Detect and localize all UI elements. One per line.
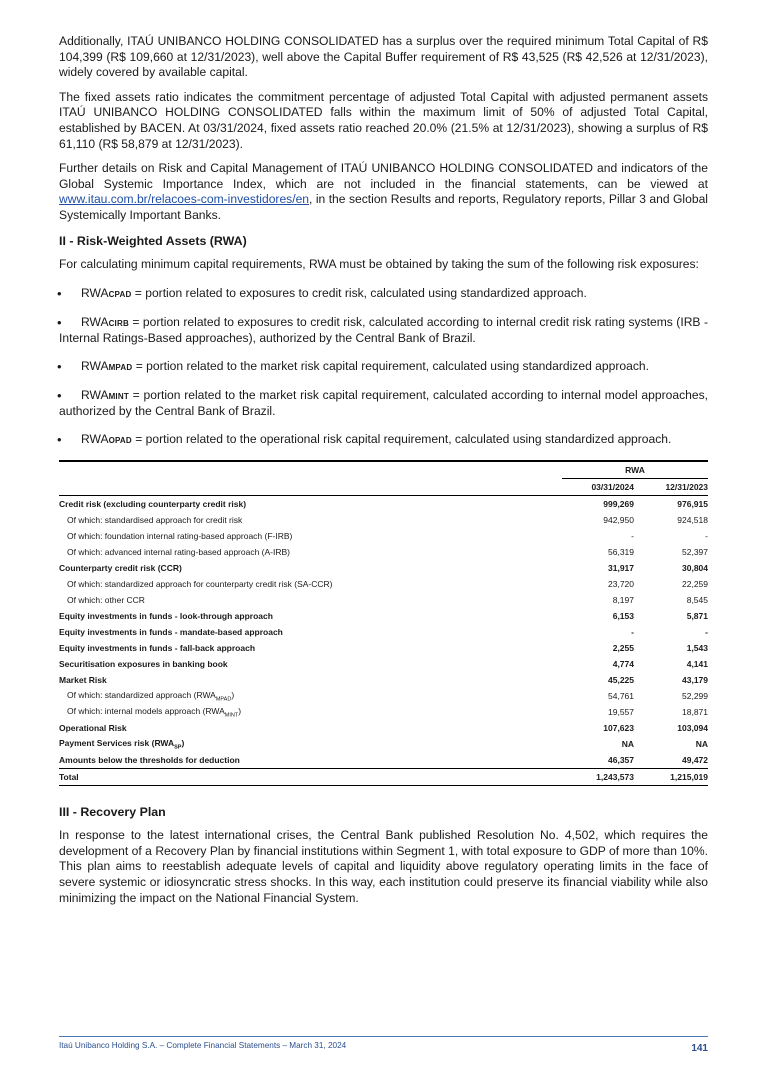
row-label-text: Of which: other CCR	[67, 595, 145, 606]
row-label-close: )	[238, 705, 242, 716]
value-2024: 56,319	[608, 547, 634, 558]
row-label	[59, 563, 562, 573]
row-label	[59, 595, 562, 605]
row-label	[59, 723, 562, 733]
rwa-symbol: RWA	[81, 314, 109, 329]
value-2023: 103,094	[677, 723, 708, 734]
value-2023: 18,871	[682, 707, 708, 718]
value-2023: -	[705, 531, 708, 542]
value-2023: 49,472	[682, 755, 708, 766]
value-2023: 52,299	[682, 691, 708, 702]
value-2023: 52,397	[682, 547, 708, 558]
rwa-intro-paragraph: For calculating minimum capital requirements, RWA must be obtained by taking the sum of the following risk exposures:	[59, 256, 699, 271]
row-label-text: Of which: standardized approach (RWA	[67, 689, 216, 700]
table-row	[59, 688, 708, 704]
rwa-bullet-text: = portion related to the operational risk capital requirement, calculated using standardized approach.	[131, 431, 672, 446]
table-row	[59, 608, 708, 624]
table-row	[59, 704, 708, 720]
row-label	[59, 643, 562, 653]
page-footer	[59, 1036, 708, 1054]
row-label-close: )	[231, 689, 235, 700]
row-label-text: Counterparty credit risk (CCR)	[59, 563, 182, 574]
table-row	[59, 528, 708, 544]
row-label	[59, 706, 562, 719]
value-2023: 976,915	[677, 499, 708, 510]
footer-text: Itaú Unibanco Holding S.A. – Complete Financial Statements – March 31, 2024	[59, 1041, 347, 1050]
column-header-2023: 12/31/2023	[665, 481, 708, 492]
table-row	[59, 560, 708, 576]
value-2024: 54,761	[608, 691, 634, 702]
row-label	[59, 547, 562, 557]
rwa-symbol: RWA	[81, 387, 109, 402]
row-label	[59, 515, 562, 525]
table-row	[59, 672, 708, 688]
row-label-text: Credit risk (excluding counterparty credit risk)	[59, 499, 247, 510]
value-2024: 999,269	[603, 499, 634, 510]
rwa-bullet-text: = portion related to exposures to credit risk, calculated using standardized approach.	[131, 286, 587, 301]
row-label	[59, 499, 562, 509]
value-2023: 43,179	[682, 675, 708, 686]
bullet-icon: •	[57, 387, 62, 403]
page-number: 141	[691, 1043, 708, 1054]
row-label-text: Of which: foundation internal rating-based approach (F-IRB)	[67, 531, 293, 542]
row-label-text: Operational Risk	[59, 723, 127, 734]
table-row	[59, 624, 708, 640]
rwa-bullet-text: = portion related to the market risk capital requirement, calculated using standardized approach.	[132, 358, 649, 373]
value-2024: 2,255	[612, 643, 634, 654]
row-label	[59, 627, 562, 637]
further-details-text: Further details on Risk and Capital Management of ITAÚ UNIBANCO HOLDING CONSOLIDATED and indicators of the Global Systemic Importance Index, which are not included in the financial statements, can be viewed at	[59, 161, 708, 191]
row-label-text: Equity investments in funds - mandate-based approach	[59, 627, 283, 638]
recovery-section-title: III - Recovery Plan	[59, 805, 166, 820]
value-2024: 46,357	[608, 755, 634, 766]
value-2023: 30,804	[682, 563, 708, 574]
total-2024: 1,243,573	[596, 772, 634, 783]
row-label-subscript: MINT	[224, 712, 239, 719]
table-row	[59, 736, 708, 752]
table-row	[59, 544, 708, 560]
value-2024: 6,153	[612, 611, 634, 622]
row-label-text: Of which: standardised approach for credit risk	[67, 515, 243, 526]
value-2024: 107,623	[603, 723, 634, 734]
row-label-text: Amounts below the thresholds for deduction	[59, 755, 240, 766]
row-label-text: Payment Services risk (RWA	[59, 737, 175, 748]
rwa-bullet-text: = portion related to exposures to credit risk, calculated according to internal credit risk rating systems (IRB - Internal Ratings-Based approaches), authorized by the Central Bank of Brazil.	[59, 314, 708, 346]
table-row	[59, 512, 708, 528]
row-label	[59, 659, 562, 669]
value-2023: 4,141	[686, 659, 708, 670]
table-group-header-row	[59, 462, 708, 478]
value-2024: 45,225	[608, 675, 634, 686]
row-label-subscript: SP	[174, 744, 182, 751]
row-label	[59, 675, 562, 685]
table-body	[59, 496, 708, 768]
rwa-symbol: RWA	[81, 286, 109, 301]
table-total-row	[59, 768, 708, 786]
table-row	[59, 576, 708, 592]
bullet-icon: •	[57, 286, 62, 302]
row-label	[59, 690, 562, 703]
table-row	[59, 592, 708, 608]
document-page	[59, 34, 708, 915]
further-details-text-end: , in the section Results and reports, Regulatory reports, Pillar 3 and Global Systemically Important Banks.	[59, 192, 708, 222]
rwa-subscript: OPAD	[108, 435, 132, 445]
table-row	[59, 496, 708, 512]
rwa-bullet-list	[59, 286, 708, 448]
investor-relations-link[interactable]: www.itau.com.br/relacoes-com-investidores/en	[59, 192, 310, 207]
table-row	[59, 640, 708, 656]
row-label-subscript: MPAD	[215, 696, 232, 703]
value-2024: 19,557	[608, 707, 634, 718]
value-2024: NA	[621, 739, 634, 750]
column-header-2024: 03/31/2024	[591, 481, 634, 492]
table-row	[59, 720, 708, 736]
further-details-paragraph	[59, 161, 708, 223]
value-2024: 31,917	[608, 563, 634, 574]
bullet-icon: •	[57, 358, 62, 374]
rwa-subscript: CPAD	[108, 290, 132, 300]
row-label	[59, 531, 562, 541]
rwa-bullet-text: = portion related to the market risk capital requirement, calculated according to internal model approaches, authorized by the Central Bank of Brazil.	[59, 387, 708, 419]
row-label-text: Equity investments in funds - look-through approach	[59, 611, 273, 622]
value-2024: -	[631, 627, 634, 638]
fixed-assets-paragraph: The fixed assets ratio indicates the commitment percentage of adjusted Total Capital with adjusted permanent assets ITAÚ UNIBANCO HOLDING CONSOLIDATED falls within the maximum limit of 50% of adjusted Total Capital, established by BACEN. At 03/31/2024, fixed assets ratio reached 20.0% (21.5% at 12/31/2023), showing a surplus of R$ 61,110 (R$ 58,879 at 12/31/2023).	[59, 89, 708, 151]
row-label-text: Of which: internal models approach (RWA	[67, 705, 225, 716]
rwa-bullet-item	[59, 388, 708, 420]
rwa-bullet-item	[59, 315, 708, 347]
bullet-icon: •	[57, 431, 62, 447]
value-2024: 4,774	[612, 659, 634, 670]
value-2024: 23,720	[608, 579, 634, 590]
value-2023: 5,871	[686, 611, 708, 622]
value-2023: 22,259	[682, 579, 708, 590]
row-label	[59, 755, 562, 765]
rwa-section-title: II - Risk-Weighted Assets (RWA)	[59, 233, 247, 248]
row-label-close: )	[181, 737, 185, 748]
table-row	[59, 752, 708, 768]
row-label-text: Of which: advanced internal rating-based approach (A-IRB)	[67, 547, 291, 558]
rwa-symbol: RWA	[81, 431, 109, 446]
value-2023: NA	[695, 739, 708, 750]
row-label-text: Market Risk	[59, 675, 107, 686]
total-2023: 1,215,019	[670, 772, 708, 783]
rwa-bullet-item	[59, 359, 708, 376]
bullet-icon: •	[57, 314, 62, 330]
value-2023: -	[705, 627, 708, 638]
table-column-header-row	[59, 478, 708, 496]
row-label-text: Of which: standardized approach for counterparty credit risk (SA-CCR)	[67, 579, 333, 590]
total-label: Total	[59, 772, 79, 783]
rwa-subscript: CIRB	[108, 318, 129, 328]
rwa-subscript: MPAD	[108, 362, 133, 372]
rwa-symbol: RWA	[81, 358, 109, 373]
rwa-group-header: RWA	[562, 462, 708, 479]
table-row	[59, 656, 708, 672]
capital-surplus-paragraph: Additionally, ITAÚ UNIBANCO HOLDING CONSOLIDATED has a surplus over the required minimum Total Capital of R$ 104,399 (R$ 109,660 at 12/31/2023), well above the Capital Buffer requirement of R$ 43,525 (R$ 42,526 at 12/31/2023), widely covered by available capital.	[59, 34, 708, 80]
value-2023: 1,543	[686, 643, 708, 654]
rwa-bullet-item	[59, 432, 708, 449]
value-2024: 942,950	[603, 515, 634, 526]
row-label-text: Equity investments in funds - fall-back approach	[59, 643, 256, 654]
rwa-subscript: MINT	[108, 391, 129, 401]
rwa-bullet-item	[59, 286, 708, 303]
row-label	[59, 611, 562, 621]
value-2024: -	[631, 531, 634, 542]
value-2024: 8,197	[612, 595, 634, 606]
rwa-table	[59, 460, 708, 786]
value-2023: 924,518	[677, 515, 708, 526]
row-label-text: Securitisation exposures in banking book	[59, 659, 228, 670]
row-label	[59, 579, 562, 589]
row-label	[59, 738, 562, 751]
value-2023: 8,545	[686, 595, 708, 606]
recovery-paragraph: In response to the latest international crises, the Central Bank published Resolution No. 4,502, which requires the development of a Recovery Plan by financial institutions within Segment 1, with total exposure to GDP of more than 10%. This plan aims to reestablish adequate levels of capital and liquidity above regulatory operating limits in the face of severe systemic or idiosyncratic stress shocks. In this way, each institution could preserve its financial viability while also minimizing the impact on the National Financial System.	[59, 828, 708, 905]
